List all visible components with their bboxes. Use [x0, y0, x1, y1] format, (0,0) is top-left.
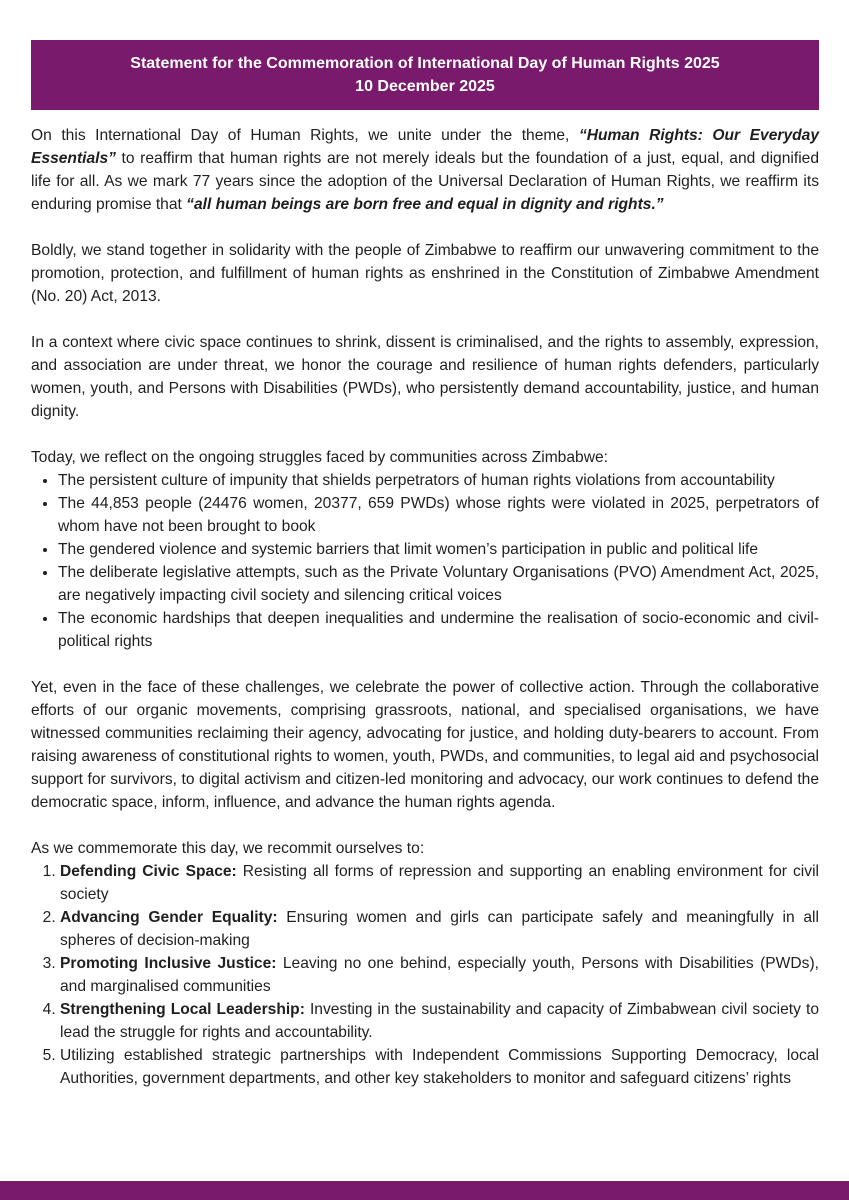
statement-title: Statement for the Commemoration of International Day of Human Rights 2025	[130, 55, 720, 72]
commitment-text: Leaving no one behind, especially youth, Persons with Disabilities (PWDs), and marginalised communities	[60, 955, 819, 995]
list-item: • The persistent culture of impunity that shields perpetrators of human rights violations from accountability	[58, 469, 819, 492]
struggles-intro: Today, we reflect on the ongoing struggles faced by communities across Zimbabwe:	[31, 449, 608, 466]
theme-quote: “Human Rights: Our Everyday Essentials”	[31, 127, 819, 167]
commitment-text: Utilizing established strategic partnerships with Independent Commissions Supporting Democracy, local Authorities, government departments, and other key stakeholders to monitor and safeguard citizens’ rights	[60, 1047, 819, 1087]
commitment-lead: Advancing Gender Equality:	[60, 909, 278, 926]
paragraph-collective-action: Yet, even in the face of these challenges, we celebrate the power of collective action. Through the collaborative efforts of our organic movements, comprising grassroots, national, and specialised organisations, we have witnessed communities reclaiming their agency, advocating for justice, and holding duty-bearers to account. From raising awareness of constitutional rights to women, youth, PWDs, and communities, to legal aid and psychosocial support for survivors, to digital activism and citizen-led monitoring and advocacy, our work continues to defend the democratic space, inform, influence, and advance the human rights agenda.	[31, 679, 819, 811]
list-item	[60, 906, 819, 952]
list-item	[60, 952, 819, 998]
commitment-text: Ensuring women and girls can participate safely and meaningfully in all spheres of decision-making	[60, 909, 819, 949]
commitment-lead: Promoting Inclusive Justice:	[60, 955, 277, 972]
statement-body	[31, 124, 819, 1113]
paragraph-text: On this International Day of Human Rights, we unite under the theme,	[31, 127, 579, 144]
udhr-quote: “all human beings are born free and equal in dignity and rights.”	[186, 196, 664, 213]
struggles-list	[31, 469, 819, 653]
list-item: • The economic hardships that deepen inequalities and undermine the realisation of socio-economic and civil-political rights	[58, 607, 819, 653]
statement-date: 10 December 2025	[355, 78, 495, 95]
footer-band	[0, 1181, 849, 1200]
paragraph-solidarity: Boldly, we stand together in solidarity with the people of Zimbabwe to reaffirm our unwavering commitment to the promotion, protection, and fulfillment of human rights as enshrined in the Constitution of Zimbabwe Amendment (No. 20) Act, 2013.	[31, 242, 819, 305]
commitment-lead: Defending Civic Space:	[60, 863, 237, 880]
commitment-text: Resisting all forms of repression and supporting an enabling environment for civil society	[60, 863, 819, 903]
list-item	[60, 860, 819, 906]
commitments-list	[31, 860, 819, 1090]
paragraph-theme	[31, 124, 819, 216]
list-item	[60, 1044, 819, 1090]
commitment-lead: Strengthening Local Leadership:	[60, 1001, 305, 1018]
statement-header	[31, 40, 819, 110]
list-item: • The 44,853 people (24476 women, 20377, 659 PWDs) whose rights were violated in 2025, perpetrators of whom have not been brought to book	[58, 492, 819, 538]
list-item: • The deliberate legislative attempts, such as the Private Voluntary Organisations (PVO) Amendment Act, 2025, are negatively impacting civil society and silencing critical voices	[58, 561, 819, 607]
paragraph-text: to reaffirm that human rights are not merely ideals but the foundation of a just, equal, and dignified life for all. As we mark 77 years since the adoption of the Universal Declaration of Human Rights, we reaffirm its enduring promise that	[31, 150, 819, 213]
list-item	[60, 998, 819, 1044]
paragraph-civic-space: In a context where civic space continues to shrink, dissent is criminalised, and the rights to assembly, expression, and association are under threat, we honor the courage and resilience of human rights defenders, particularly women, youth, and Persons with Disabilities (PWDs), who persistently demand accountability, justice, and human dignity.	[31, 334, 819, 420]
list-item: • The gendered violence and systemic barriers that limit women’s participation in public and political life	[58, 538, 819, 561]
commitment-text: Investing in the sustainability and capacity of Zimbabwean civil society to lead the struggle for rights and accountability.	[60, 1001, 819, 1041]
commitments-intro: As we commemorate this day, we recommit ourselves to:	[31, 840, 425, 857]
